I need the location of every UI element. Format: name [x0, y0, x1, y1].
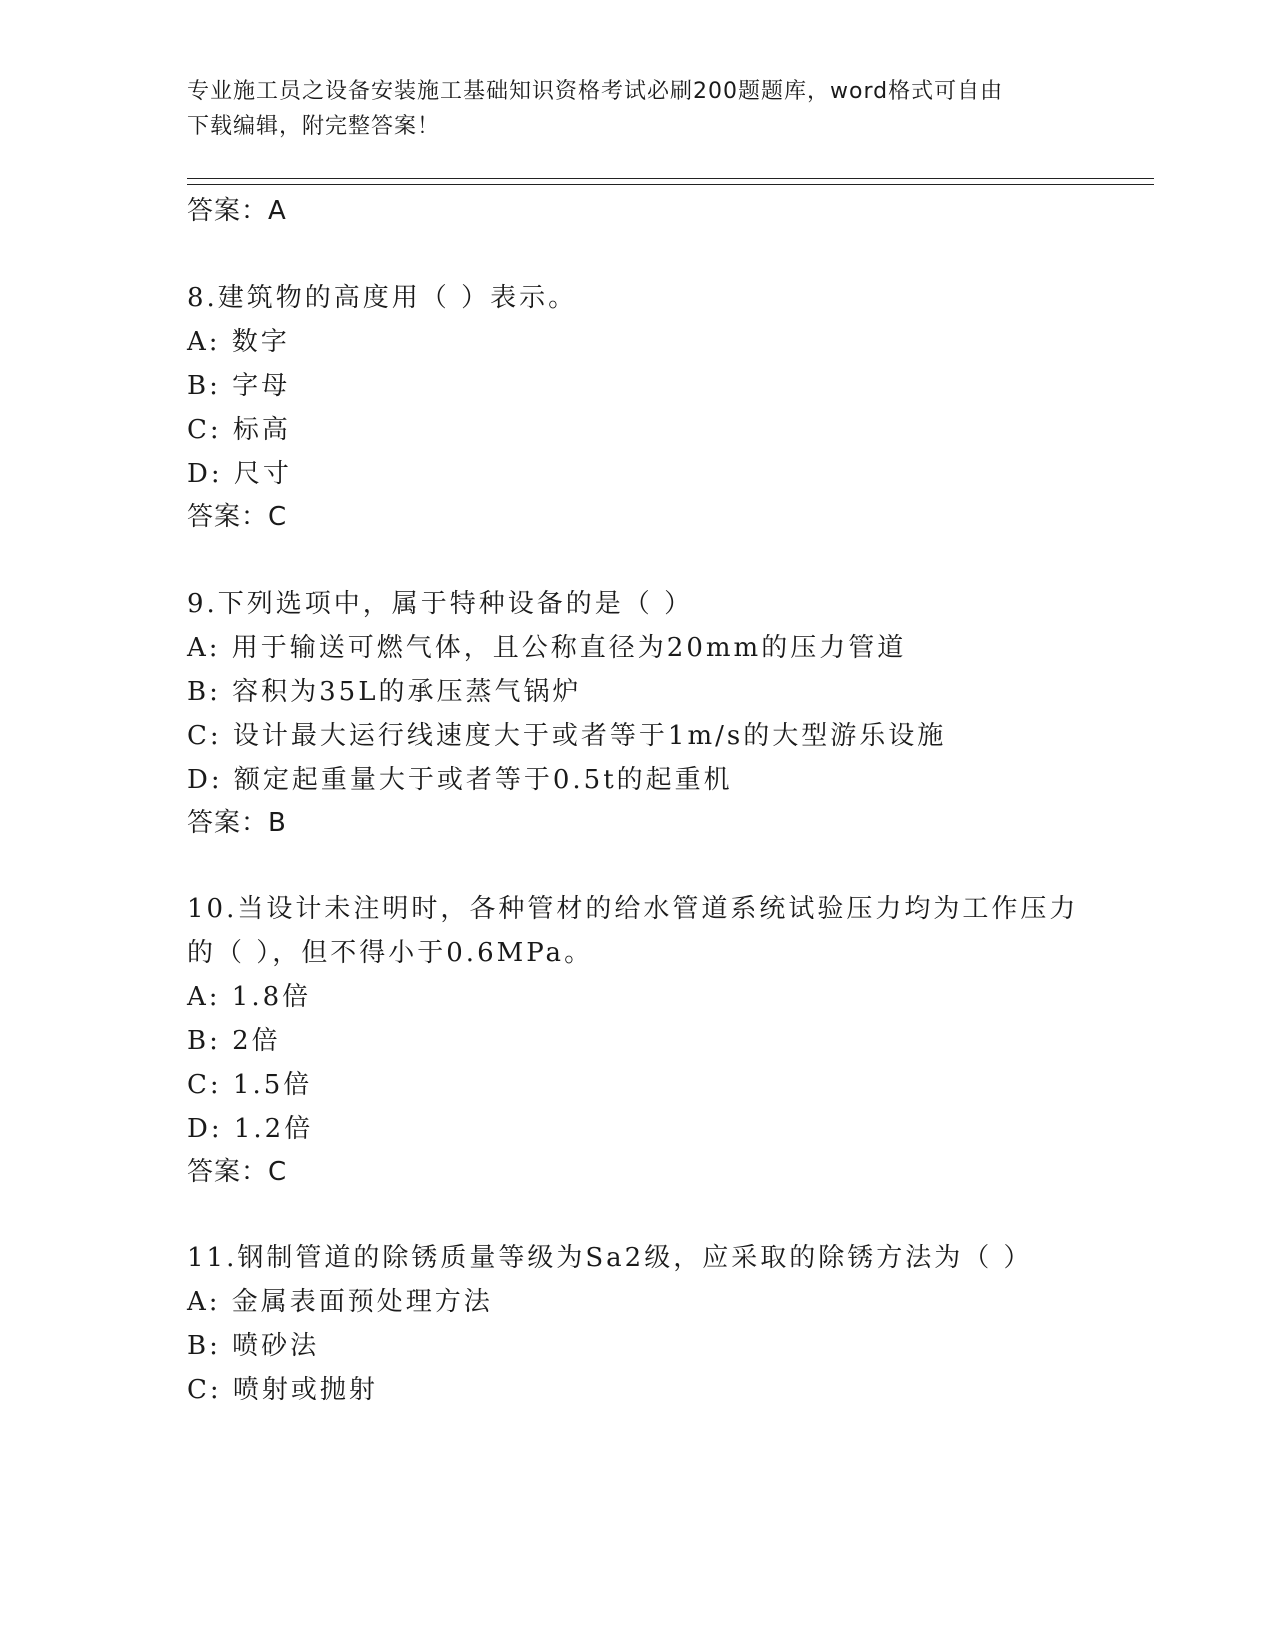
question-9-option-b: B: 容积为35L的承压蒸气锅炉: [187, 677, 582, 707]
question-11-stem: 11.钢制管道的除锈质量等级为Sa2级，应采取的除锈方法为（ ）: [187, 1243, 1033, 1273]
header-line-1: 专业施工员之设备安装施工基础知识资格考试必刷200题题库，word格式可自由: [187, 79, 1004, 104]
question-10-option-a: A: 1.8倍: [187, 982, 312, 1012]
answer-previous: 答案：A: [187, 196, 287, 226]
question-10-stem-line-2: 的（ ），但不得小于0.6MPa。: [187, 938, 594, 968]
question-9-option-a: A: 用于输送可燃气体，且公称直径为20mm的压力管道: [187, 633, 907, 663]
question-8-option-d: D: 尺寸: [187, 459, 292, 489]
question-11-option-b: B: 喷砂法: [187, 1331, 320, 1361]
document-header: [187, 74, 1087, 144]
question-9-stem: 9.下列选项中，属于特种设备的是（ ）: [187, 589, 694, 619]
question-10-answer: 答案：C: [187, 1157, 288, 1187]
question-8-answer: 答案：C: [187, 502, 288, 532]
header-divider: [187, 178, 1154, 185]
question-9-option-d: D: 额定起重量大于或者等于0.5t的起重机: [187, 765, 733, 795]
question-8-option-b: B: 字母: [187, 371, 291, 401]
header-line-2: 下载编辑，附完整答案！: [187, 114, 441, 139]
question-10-option-b: B: 2倍: [187, 1026, 281, 1056]
question-10-stem-line-1: 10.当设计未注明时，各种管材的给水管道系统试验压力均为工作压力: [187, 894, 1079, 924]
question-8-option-c: C: 标高: [187, 415, 291, 445]
question-11-option-c: C: 喷射或抛射: [187, 1375, 378, 1405]
question-8-option-a: A: 数字: [187, 327, 290, 357]
question-8-stem: 8.建筑物的高度用（ ）表示。: [187, 283, 578, 313]
question-9-answer: 答案：B: [187, 808, 287, 838]
question-9-option-c: C: 设计最大运行线速度大于或者等于1m/s的大型游乐设施: [187, 721, 947, 751]
question-10-option-d: D: 1.2倍: [187, 1114, 314, 1144]
question-11-option-a: A: 金属表面预处理方法: [187, 1287, 493, 1317]
question-10-option-c: C: 1.5倍: [187, 1070, 313, 1100]
